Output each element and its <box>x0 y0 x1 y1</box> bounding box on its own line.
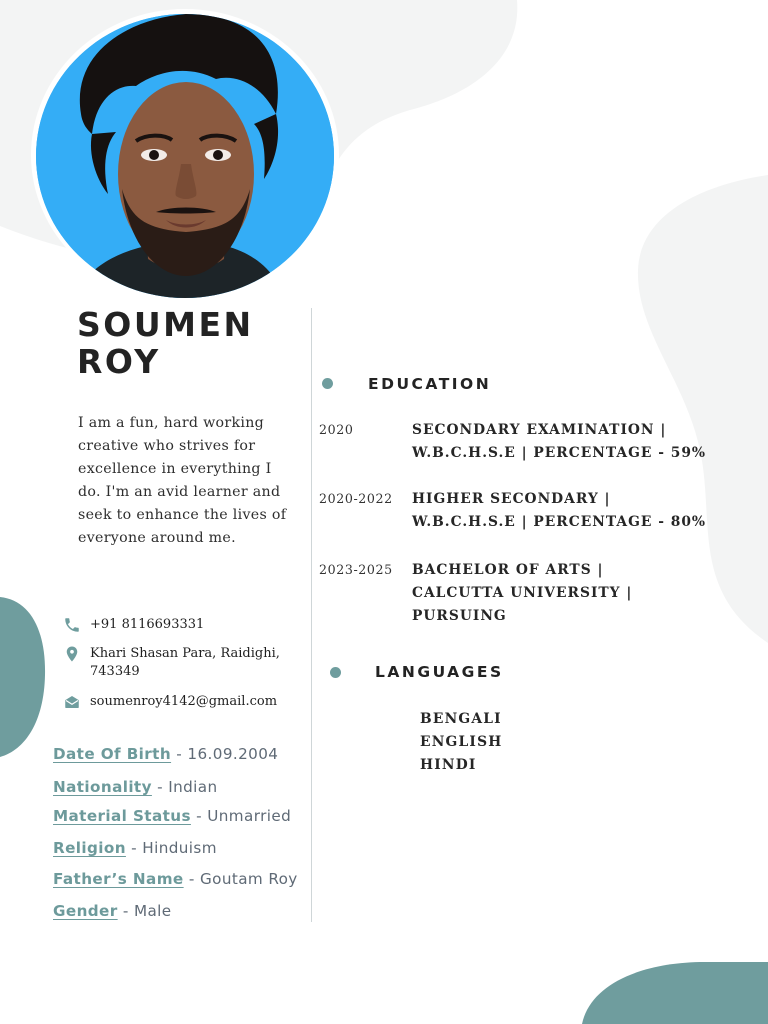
detail-label: Nationality <box>53 778 152 796</box>
education-year: 2020 <box>319 422 354 437</box>
languages-bullet <box>330 667 341 678</box>
envelope-icon <box>63 693 81 711</box>
detail-label: Religion <box>53 839 126 857</box>
address-text: Khari Shasan Para, Raidighi, 743349 <box>90 646 280 679</box>
column-divider <box>311 308 312 922</box>
first-name: SOUMEN <box>77 305 254 344</box>
portrait-illustration <box>36 14 334 298</box>
bio-text: I am a fun, hard working creative who strives for excellence in everything I do. I'm an avid learner and seek to enhance the lives of everyone around me. <box>78 415 287 546</box>
languages-title: LANGUAGES <box>375 663 504 681</box>
detail-value: - Hinduism <box>125 839 217 857</box>
email-address: soumenroy4142@gmail.com <box>90 694 278 709</box>
detail-marital-status <box>53 806 291 826</box>
education-description: HIGHER SECONDARY | W.B.C.H.S.E | PERCENTAGE - 80% <box>412 491 707 530</box>
detail-value: - Goutam Roy <box>183 870 298 888</box>
full-name <box>77 306 254 380</box>
detail-label: Gender <box>53 902 118 920</box>
right-blob <box>638 175 768 643</box>
profile-photo <box>36 14 334 298</box>
education-year: 2020-2022 <box>319 491 393 506</box>
bottom-right-accent-blob <box>582 962 768 1024</box>
detail-gender <box>53 901 172 921</box>
phone-icon <box>63 616 81 634</box>
detail-label: Material Status <box>53 807 191 825</box>
left-accent-blob <box>0 597 45 757</box>
location-pin-icon <box>63 645 81 663</box>
education-title: EDUCATION <box>368 375 492 393</box>
education-description: SECONDARY EXAMINATION | W.B.C.H.S.E | PERCENTAGE - 59% <box>412 422 707 461</box>
detail-religion <box>53 838 217 858</box>
education-description: BACHELOR OF ARTS | CALCUTTA UNIVERSITY | PURSUING <box>412 562 633 624</box>
phone-number: +91 8116693331 <box>90 617 205 632</box>
detail-value: - Male <box>117 902 172 920</box>
detail-value: - 16.09.2004 <box>171 745 279 763</box>
education-year: 2023-2025 <box>319 562 393 577</box>
contact-email <box>63 693 295 711</box>
contact-phone <box>63 616 295 634</box>
detail-nationality <box>53 777 218 797</box>
education-bullet <box>322 378 333 389</box>
languages-list <box>420 708 502 777</box>
last-name: ROY <box>77 342 161 381</box>
detail-father-name <box>53 869 298 889</box>
language-item: HINDI <box>420 757 477 773</box>
language-item: BENGALI <box>420 711 502 727</box>
detail-label: Date Of Birth <box>53 745 172 763</box>
detail-value: - Unmarried <box>190 807 292 825</box>
detail-label: Father’s Name <box>53 870 184 888</box>
contact-address <box>63 645 295 681</box>
language-item: ENGLISH <box>420 734 503 750</box>
detail-dob <box>53 744 278 764</box>
detail-value: - Indian <box>151 778 218 796</box>
